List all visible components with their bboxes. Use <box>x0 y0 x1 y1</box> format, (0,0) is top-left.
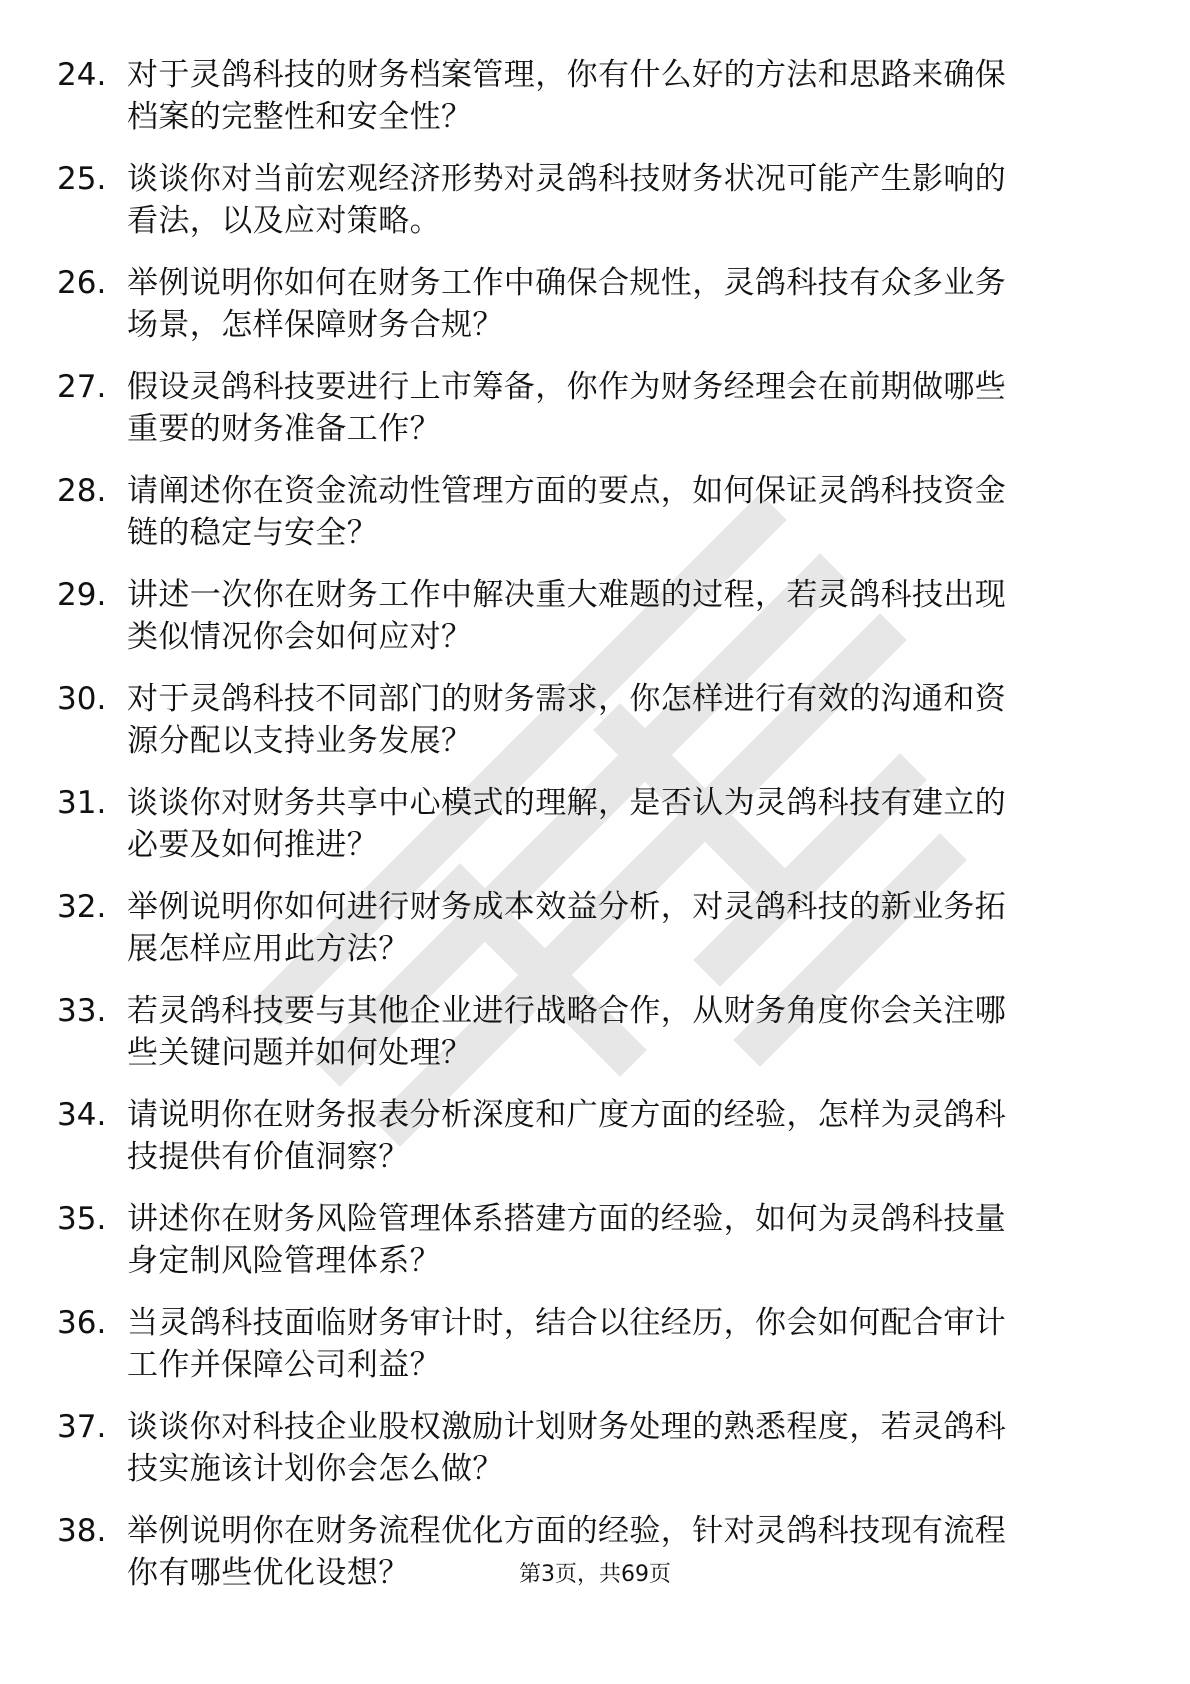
question-text: 举例说明你如何进行财务成本效益分析，对灵鸽科技的新业务拓 展怎样应用此方法？ <box>127 889 1007 967</box>
question-item <box>0 1506 1190 1610</box>
question-number: 28. <box>57 473 107 509</box>
question-item <box>0 674 1190 778</box>
question-text: 谈谈你对财务共享中心模式的理解，是否认为灵鸽科技有建立的 必要及如何推进？ <box>127 785 1007 863</box>
question-number: 25. <box>57 161 107 197</box>
question-text: 请阐述你在资金流动性管理方面的要点，如何保证灵鸽科技资金 链的稳定与安全？ <box>127 473 1007 551</box>
question-text: 谈谈你对当前宏观经济形势对灵鸽科技财务状况可能产生影响的 看法，以及应对策略。 <box>127 161 1007 239</box>
question-text: 讲述你在财务风险管理体系搭建方面的经验，如何为灵鸽科技量 身定制风险管理体系？ <box>127 1201 1007 1279</box>
question-item <box>0 466 1190 570</box>
question-number: 32. <box>57 889 107 925</box>
question-item <box>0 258 1190 362</box>
question-number: 24. <box>57 57 107 93</box>
question-text: 对于灵鸽科技的财务档案管理，你有什么好的方法和思路来确保 档案的完整性和安全性？ <box>127 57 1007 135</box>
question-text: 当灵鸽科技面临财务审计时，结合以往经历，你会如何配合审计 工作并保障公司利益？ <box>127 1305 1007 1383</box>
question-item <box>0 1402 1190 1506</box>
question-number: 29. <box>57 577 107 613</box>
question-number: 35. <box>57 1201 107 1237</box>
question-number: 26. <box>57 265 107 301</box>
question-number: 27. <box>57 369 107 405</box>
question-item <box>0 1298 1190 1402</box>
question-number: 31. <box>57 785 107 821</box>
question-list <box>0 50 1190 1610</box>
question-item <box>0 154 1190 258</box>
question-number: 37. <box>57 1409 107 1445</box>
question-number: 30. <box>57 681 107 717</box>
question-item <box>0 778 1190 882</box>
question-item <box>0 570 1190 674</box>
question-number: 34. <box>57 1097 107 1133</box>
question-text: 举例说明你在财务流程优化方面的经验，针对灵鸽科技现有流程 你有哪些优化设想？ <box>127 1513 1007 1591</box>
question-item <box>0 50 1190 154</box>
question-number: 33. <box>57 993 107 1029</box>
question-item <box>0 1090 1190 1194</box>
question-text: 对于灵鸽科技不同部门的财务需求，你怎样进行有效的沟通和资 源分配以支持业务发展？ <box>127 681 1007 759</box>
question-text: 请说明你在财务报表分析深度和广度方面的经验，怎样为灵鸽科 技提供有价值洞察？ <box>127 1097 1007 1175</box>
question-text: 谈谈你对科技企业股权激励计划财务处理的熟悉程度，若灵鸽科 技实施该计划你会怎么做？ <box>127 1409 1007 1487</box>
question-item <box>0 986 1190 1090</box>
question-text: 假设灵鸽科技要进行上市筹备，你作为财务经理会在前期做哪些 重要的财务准备工作？ <box>127 369 1007 447</box>
question-number: 38. <box>57 1513 107 1549</box>
question-number: 36. <box>57 1305 107 1341</box>
question-text: 举例说明你如何在财务工作中确保合规性，灵鸽科技有众多业务 场景，怎样保障财务合规？ <box>127 265 1007 343</box>
question-item <box>0 1194 1190 1298</box>
question-text: 若灵鸽科技要与其他企业进行战略合作，从财务角度你会关注哪 些关键问题并如何处理？ <box>127 993 1007 1071</box>
question-item <box>0 362 1190 466</box>
page-footer: 第3页，共69页 <box>519 1562 671 1587</box>
question-item <box>0 882 1190 986</box>
question-text: 讲述一次你在财务工作中解决重大难题的过程，若灵鸽科技出现 类似情况你会如何应对？ <box>127 577 1007 655</box>
